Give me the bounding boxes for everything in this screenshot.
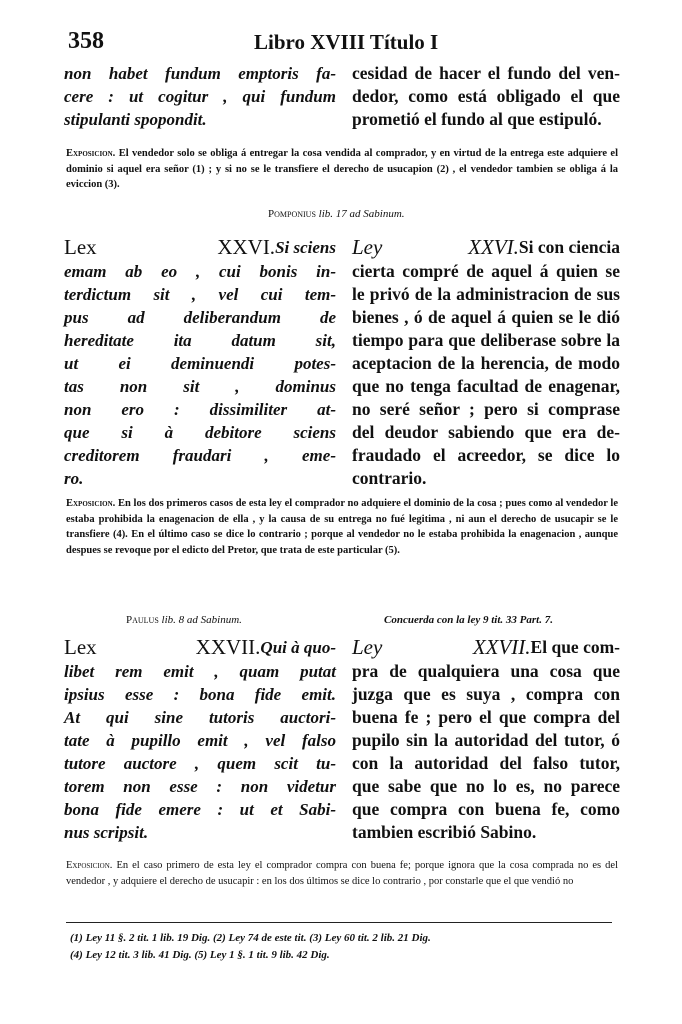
exposition-3 bbox=[66, 858, 618, 889]
spanish-line: que sabe que no lo es, no parece bbox=[352, 776, 620, 796]
spanish-line: prometió el fundo al que estipuló. bbox=[352, 109, 602, 129]
spanish-line: con la autoridad del falso tutor, bbox=[352, 753, 620, 773]
source-author: Pomponius bbox=[268, 208, 316, 220]
spanish-line: que compra con buena fe, como bbox=[352, 799, 620, 819]
latin-line: At qui sine tutoris auctori- bbox=[64, 708, 336, 727]
latin-line: non ero : dissimiliter at- bbox=[64, 400, 336, 419]
spanish-line: buena fe ; pero el que compra del bbox=[352, 707, 620, 727]
spanish-line: El que com- bbox=[530, 637, 620, 657]
source-author: Paulus bbox=[126, 614, 159, 626]
latin-line: Si sciens bbox=[275, 238, 336, 257]
source-ref: lib. 8 ad Sabinum. bbox=[161, 614, 242, 626]
running-title: Libro XVIII Título I bbox=[254, 30, 439, 54]
latin-line: hereditate ita datum sit, bbox=[64, 331, 336, 350]
latin-line: non habet fundum emptoris fa- bbox=[64, 64, 336, 83]
spanish-line: Si con ciencia bbox=[518, 237, 620, 257]
exposition-text: En los dos primeros casos de esta ley el comprador no adquiere el dominio de la cosa ; pues como al vendedor le estaba prohibida la enagenacion de ella , y la causa de su entrega no fué legitima , ni aun el derecho de usucapir se le transfiere (4). En el último caso se dice lo contrario ; porque al vendedor no le estaba prohibida la enagenacion , aunque despues se revoque por el edicto del Pretor, que trata de este particular (5). bbox=[66, 498, 619, 556]
latin-line: ro. bbox=[64, 469, 84, 488]
exposition-text: El vendedor solo se obliga á entregar la cosa vendida al comprador, y en virtud de la entrega este adquiere el dominio si aquel era señor (1) ; y si no se le transfiere el derecho de usucapion (2) , el vendedor tambien se obliga á la eviccion (3). bbox=[66, 148, 619, 190]
source-ref: lib. 17 ad Sabinum. bbox=[318, 208, 405, 220]
source-citation-1 bbox=[268, 208, 405, 220]
latin-line: nus scripsit. bbox=[64, 823, 149, 842]
spanish-continuation bbox=[352, 62, 620, 131]
spanish-line: aceptacion de la herencia, de modo bbox=[352, 353, 620, 373]
latin-line: cere : ut cogitur , qui fundum bbox=[64, 87, 336, 106]
exposition-label: Exposicion. bbox=[66, 498, 116, 509]
spanish-line: pupilo sin la autoridad del tutor, ó bbox=[352, 730, 620, 750]
latin-continuation bbox=[64, 62, 336, 131]
latin-line: Qui à quo- bbox=[260, 638, 336, 657]
exposition-2 bbox=[66, 496, 618, 558]
spanish-line: pra de qualquiera una cosa que bbox=[352, 661, 620, 681]
page-header bbox=[68, 28, 628, 58]
footnote-line: (1) Ley 11 §. 2 tit. 1 lib. 19 Dig. (2) Ley 74 de este tit. (3) Ley 60 tit. 2 lib. 21 Dig. bbox=[70, 932, 431, 944]
footnote-divider bbox=[66, 922, 612, 923]
exposition-label: Exposicion. bbox=[66, 860, 113, 871]
lex-26-latin bbox=[64, 236, 336, 490]
latin-line: tas non sit , dominus bbox=[64, 377, 336, 396]
latin-line: ipsius esse : bona fide emit. bbox=[64, 685, 336, 704]
latin-line: torem non esse : non videtur bbox=[64, 777, 336, 796]
exposition-1 bbox=[66, 146, 618, 193]
concordance-note: Concuerda con la ley 9 tit. 33 Part. 7. bbox=[384, 614, 553, 626]
ley-26-spanish bbox=[352, 236, 620, 490]
spanish-line: cesidad de hacer el fundo del ven- bbox=[352, 63, 620, 83]
lex-heading: Lex XXVI. bbox=[64, 235, 276, 259]
footnote-line: (4) Ley 12 tit. 3 lib. 41 Dig. (5) Ley 1 §. 1 tit. 9 lib. 42 Dig. bbox=[70, 949, 330, 961]
spanish-line: le privó de la administracion de sus bbox=[352, 284, 620, 304]
latin-line: tutore auctore , quem scit tu- bbox=[64, 754, 336, 773]
ley-27-spanish bbox=[352, 636, 620, 844]
spanish-line: que no tenga facultad de enagenar, bbox=[352, 376, 620, 396]
spanish-line: contrario. bbox=[352, 468, 427, 488]
latin-line: ut ei deminuendi potes- bbox=[64, 354, 336, 373]
spanish-line: tambien escribió Sabino. bbox=[352, 822, 537, 842]
source-citation-2 bbox=[126, 614, 242, 626]
spanish-line: dedor, como está obligado el que bbox=[352, 86, 620, 106]
latin-line: libet rem emit , quam putat bbox=[64, 662, 336, 681]
latin-line: pus ad deliberandum de bbox=[64, 308, 336, 327]
spanish-line: del deudor sabiendo que era de- bbox=[352, 422, 620, 442]
latin-line: tate à pupillo emit , vel falso bbox=[64, 731, 336, 750]
lex-heading: Lex XXVII. bbox=[64, 635, 261, 659]
latin-line: que si à debitore sciens bbox=[64, 423, 336, 442]
spanish-line: bienes , ó de aquel á quien se le dió bbox=[352, 307, 620, 327]
ley-heading: Ley XXVI. bbox=[352, 235, 519, 259]
page-number: 358 bbox=[68, 28, 104, 54]
spanish-line: fraudado el acreedor, se dice lo bbox=[352, 445, 620, 465]
latin-line: bona fide emere : ut et Sabi- bbox=[64, 800, 336, 819]
spanish-line: no seré señor ; pero si comprase bbox=[352, 399, 620, 419]
spanish-line: cierta compré de aquel á quien se bbox=[352, 261, 620, 281]
latin-line: creditorem fraudari , eme- bbox=[64, 446, 336, 465]
ley-heading: Ley XXVII. bbox=[352, 635, 531, 659]
exposition-label: Exposicion. bbox=[66, 148, 116, 159]
spanish-line: juzga que es suya , compra con bbox=[352, 684, 620, 704]
spanish-line: tiempo para que deliberase sobre la bbox=[352, 330, 620, 350]
latin-line: terdictum sit , vel cui tem- bbox=[64, 285, 336, 304]
lex-27-latin bbox=[64, 636, 336, 844]
footnotes bbox=[70, 930, 620, 964]
exposition-text: En el caso primero de esta ley el comprador compra con buena fe; porque ignora que la cosa comprada no es del vendedor , y adquiere el derecho de usucapir : en los dos últimos se dice lo contrario , por constarle que el que vendió no bbox=[66, 860, 619, 887]
latin-line: emam ab eo , cui bonis in- bbox=[64, 262, 336, 281]
latin-line: stipulanti spopondit. bbox=[64, 110, 207, 129]
